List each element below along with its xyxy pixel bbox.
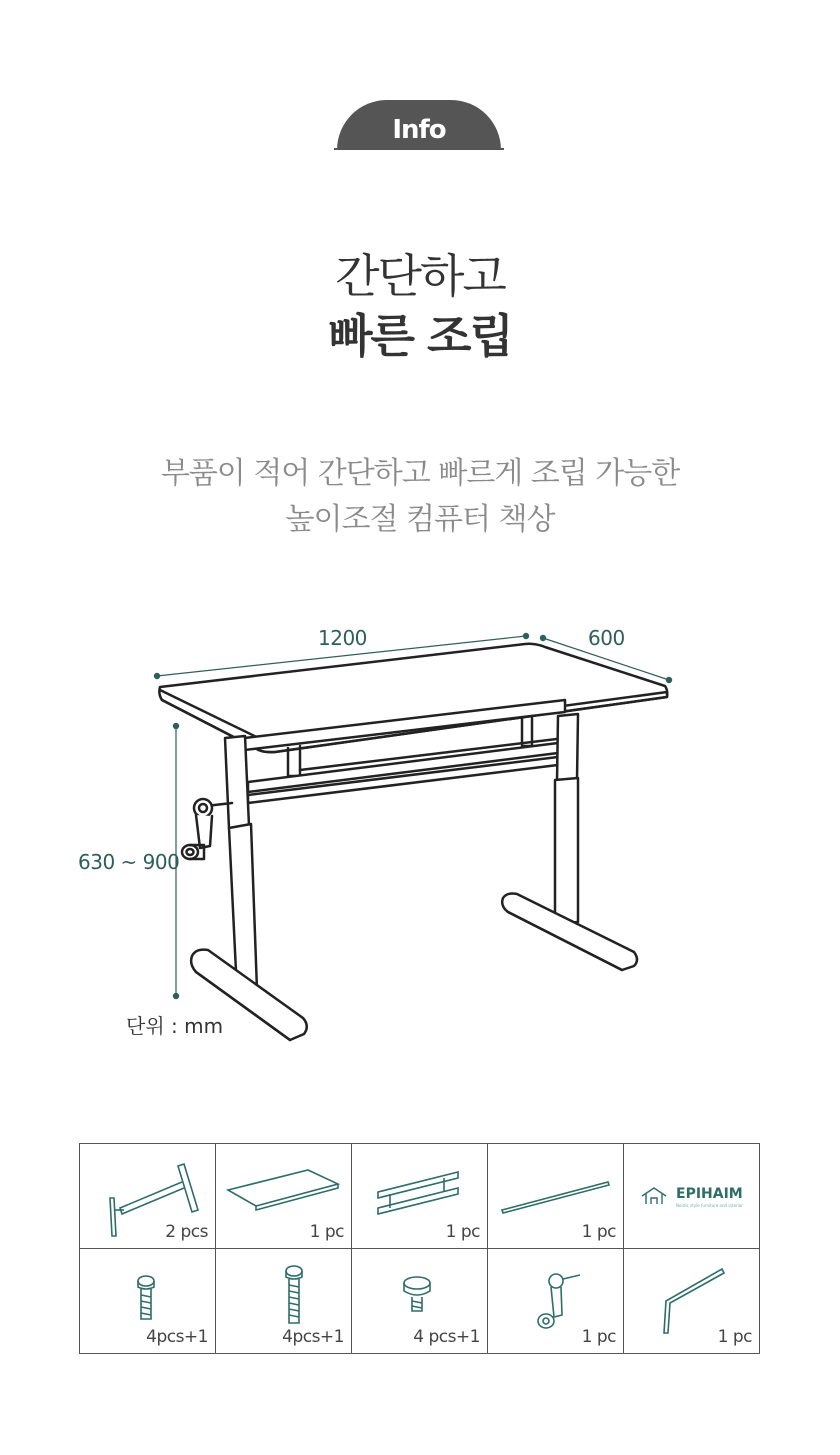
- part-qty: 1 pc: [309, 1222, 344, 1242]
- description-line2: 높이조절 컴퓨터 책상: [285, 502, 555, 537]
- unit-label: 단위 : mm: [126, 1014, 224, 1038]
- part-qty: 4 pcs+1: [413, 1327, 480, 1347]
- parts-row: [80, 1249, 760, 1354]
- parts-table: [79, 1143, 760, 1354]
- part-cell: [488, 1144, 624, 1249]
- part-cell: [80, 1249, 216, 1354]
- part-cell: [352, 1249, 488, 1354]
- part-qty: 4pcs+1: [282, 1327, 344, 1347]
- part-cell: [352, 1144, 488, 1249]
- headline-line2: 빠른 조립: [328, 309, 512, 363]
- part-qty: 4pcs+1: [146, 1327, 208, 1347]
- brand-name: EPIHAIM: [676, 1186, 743, 1202]
- part-cell: [216, 1249, 352, 1354]
- part-qty: 1 pc: [581, 1222, 616, 1242]
- badge-label: Info: [392, 115, 446, 145]
- height-dimension: 630 ~ 900: [78, 850, 180, 874]
- description-line1: 부품이 적어 간단하고 빠르게 조립 가능한: [160, 456, 680, 491]
- brand-tagline: Nordic style furniture and interior: [676, 1203, 743, 1208]
- part-cell: [80, 1144, 216, 1249]
- brand-cell: [624, 1144, 760, 1249]
- headline-line1: 간단하고: [335, 249, 505, 303]
- part-cell: [488, 1249, 624, 1354]
- part-qty: 1 pc: [717, 1327, 752, 1347]
- part-cell: [216, 1144, 352, 1249]
- part-qty: 1 pc: [581, 1327, 616, 1347]
- house-icon: [640, 1186, 670, 1206]
- part-qty: 2 pcs: [165, 1222, 208, 1242]
- desk-illustration: [0, 600, 840, 1060]
- part-cell: [624, 1249, 760, 1354]
- width-dimension: 1200: [318, 626, 367, 650]
- part-qty: 1 pc: [445, 1222, 480, 1242]
- depth-dimension: 600: [588, 626, 625, 650]
- brand-logo: [640, 1186, 750, 1216]
- parts-row: [80, 1144, 760, 1249]
